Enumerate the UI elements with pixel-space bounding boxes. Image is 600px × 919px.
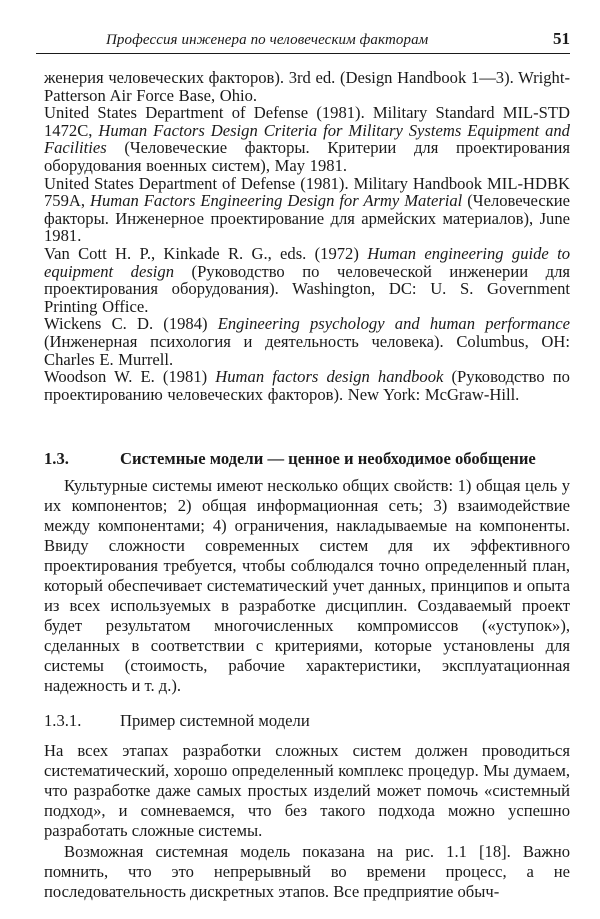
subsection-paragraph-1: На всех этапах разработки сложных систем должен проводиться систематический, хорошо определенный комплекс процедур. Мы думаем, что разработке даже самых простых изделий может помочь «системный подход», и сомневаемся, что без такого подхода можно успешно разработать сложные системы.: [44, 741, 570, 840]
section-heading: [44, 449, 570, 469]
running-header: [36, 29, 570, 54]
reference-item: женерия человеческих факторов). 3rd ed. (Design Handbook 1—3). Wright-Patterson Air Force Base, Ohio.: [44, 68, 570, 105]
reference-item: Wickens C. D. (1984) Engineering psychology and human performance (Инженерная психология и деятельность человека). Columbus, OH: Charles E. Murrell.: [44, 314, 571, 369]
subsection-number: 1.3.1.: [44, 711, 82, 730]
reference-list: [44, 69, 570, 403]
reference-item: United States Department of Defense (1981). Military Handbook MIL-HDBK 759A, Human Factors Engineering Design for Army Material (Человеческие факторы. Инженерное проектирование для армейских материалов), June 1981.: [44, 173, 571, 246]
page-number: 51: [553, 29, 570, 48]
subsection-paragraph-2: Возможная системная модель показана на рис. 1.1 [18]. Важно помнить, что это непрерывный во времени процесс, а не последовательность дискретных этапов. Все предприятие обыч-: [44, 842, 570, 901]
reference-item: United States Department of Defense (1981). Military Standard MIL-STD 1472C, Human Factors Design Criteria for Military Systems Equipment and Facilities (Человеческие факторы. Критерии для проектирования оборудования военных систем), May 1981.: [44, 103, 570, 175]
subsection-heading: [44, 711, 570, 731]
running-title: Профессия инженера по человеческим факторам: [106, 32, 429, 48]
section-paragraph: Культурные системы имеют несколько общих свойств: 1) общая цель у их компонентов; 2) общая информационная сеть; 3) взаимодействие между компонентами; 4) ограничения, накладываемые на компоненты. Ввиду сложности современных систем для их эффективного проектирования требуется, чтобы соблюдался точно определенный план, который обеспечивает систематический учет данных, принципов и опыта из всех используемых в разработке дисциплин. Создаваемый проект будет результатом многочисленных компромиссов («уступок»), сделанных в соответствии с критериями, которые установлены для системы (стоимость, рабочие характеристики, эксплуатационная надежность и т. д.).: [44, 476, 570, 695]
section-title: Системные модели — ценное и необходимое обобщение: [120, 449, 536, 468]
section-number: 1.3.: [44, 449, 69, 468]
reference-item: Van Cott H. P., Kinkade R. G., eds. (1972) Human engineering guide to equipment design (Руководство по человеческой инженерии для проектирования оборудования). Washington, DC: U. S. Government Printing Office.: [44, 243, 570, 316]
reference-item: Woodson W. E. (1981) Human factors design handbook (Руководство по проектированию человеческих факторов). New York: McGraw-Hill.: [44, 367, 570, 404]
subsection-title: Пример системной модели: [120, 711, 310, 730]
